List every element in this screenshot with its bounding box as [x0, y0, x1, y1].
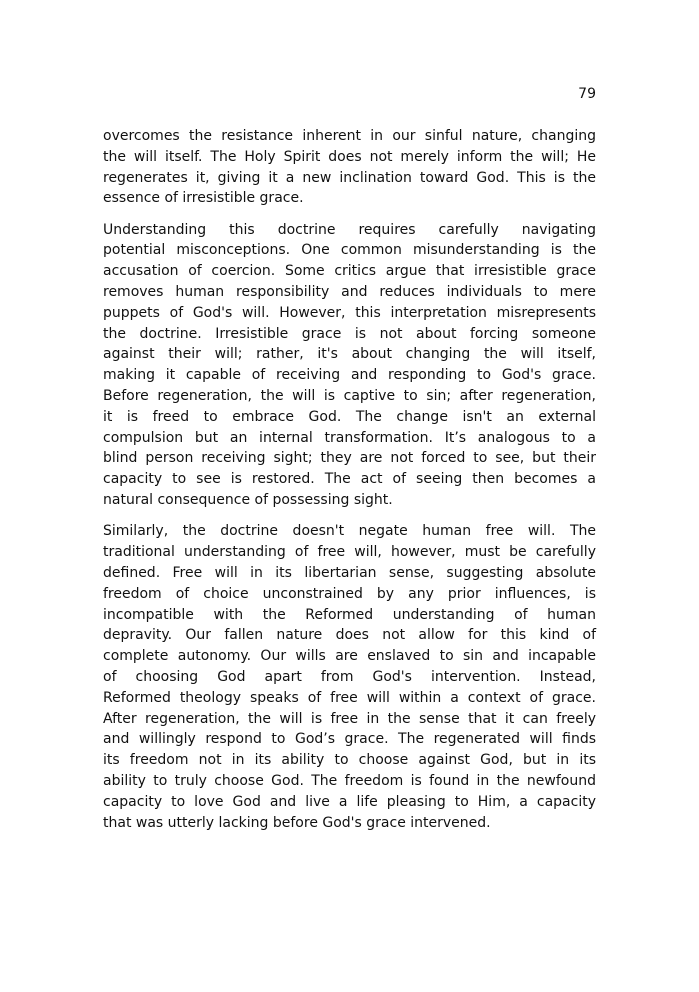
text-line: of choosing God apart from God's intervention. Instead,: [103, 668, 596, 685]
text-line: making it capable of receiving and responding to God's grace.: [103, 367, 596, 384]
text-line: Understanding this doctrine requires carefully navigating: [103, 221, 596, 238]
text-line: traditional understanding of free will, however, must be carefully: [103, 544, 596, 561]
text-line: natural consequence of possessing sight.: [103, 492, 393, 509]
paragraph: [103, 220, 596, 511]
text-line: capacity to see is restored. The act of seeing then becomes a: [103, 471, 596, 488]
text-line: regenerates it, giving it a new inclination toward God. This is the: [103, 169, 596, 186]
text-line: potential misconceptions. One common misunderstanding is the: [103, 242, 596, 259]
text-line: compulsion but an internal transformation. It’s analogous to a: [103, 429, 596, 446]
text-line: Reformed theology speaks of free will within a context of grace.: [103, 689, 596, 706]
text-line: and willingly respond to God’s grace. The regenerated will finds: [103, 731, 596, 748]
text-line: removes human responsibility and reduces individuals to mere: [103, 284, 596, 301]
text-line: capacity to love God and live a life pleasing to Him, a capacity: [103, 793, 596, 810]
text-line: overcomes the resistance inherent in our sinful nature, changing: [103, 128, 596, 144]
text-line: After regeneration, the will is free in the sense that it can freely: [103, 710, 596, 727]
text-line: depravity. Our fallen nature does not allow for this kind of: [103, 627, 596, 644]
paragraph: [103, 126, 596, 209]
text-line: the will itself. The Holy Spirit does not merely inform the will; He: [103, 148, 596, 165]
text-line: complete autonomy. Our wills are enslaved to sin and incapable: [103, 648, 596, 665]
text-line: blind person receiving sight; they are not forced to see, but their: [103, 450, 596, 467]
text-line: ability to truly choose God. The freedom is found in the newfound: [103, 772, 596, 789]
text-line: it is freed to embrace God. The change isn't an external: [103, 408, 596, 425]
text-line: Before regeneration, the will is captive to sin; after regeneration,: [103, 388, 596, 405]
text-line: that was utterly lacking before God's grace intervened.: [103, 814, 491, 831]
text-line: Similarly, the doctrine doesn't negate human free will. The: [103, 523, 596, 540]
text-line: essence of irresistible grace.: [103, 190, 304, 207]
text-line: accusation of coercion. Some critics argue that irresistible grace: [103, 263, 596, 280]
text-line: puppets of God's will. However, this interpretation misrepresents: [103, 304, 596, 321]
text-line: the doctrine. Irresistible grace is not about forcing someone: [103, 325, 596, 342]
text-line: defined. Free will in its libertarian sense, suggesting absolute: [103, 564, 596, 581]
page-number: 79: [578, 86, 596, 102]
text-line: against their will; rather, it's about changing the will itself,: [103, 346, 596, 363]
paragraph: [103, 521, 596, 833]
body-text: [103, 126, 596, 844]
text-line: freedom of choice unconstrained by any prior influences, is: [103, 585, 596, 602]
text-line: its freedom not in its ability to choose against God, but in its: [103, 752, 596, 769]
text-line: incompatible with the Reformed understanding of human: [103, 606, 596, 623]
